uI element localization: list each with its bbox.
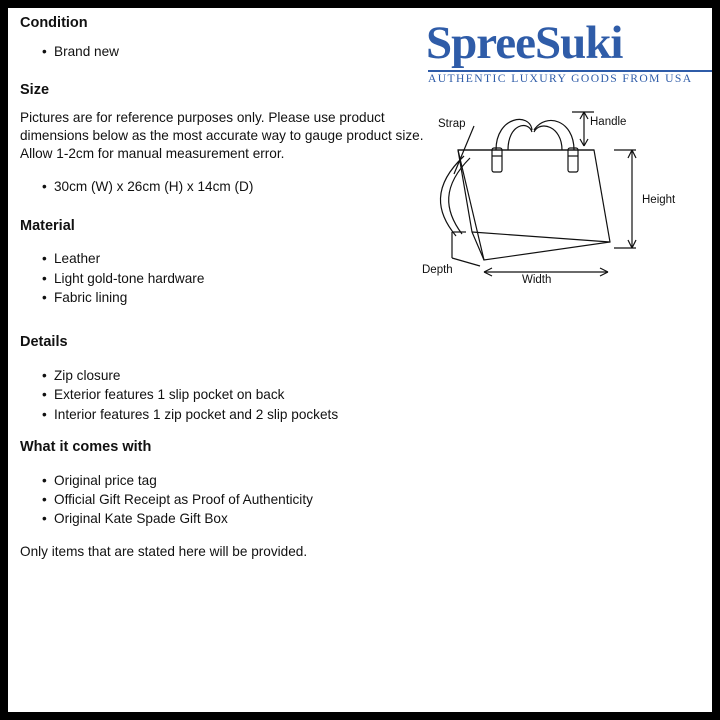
list-item: • Original Kate Spade Gift Box — [20, 509, 432, 528]
list-comes-with — [20, 471, 432, 529]
list-condition — [20, 42, 432, 61]
footer-note: Only items that are stated here will be provided. — [20, 543, 308, 559]
list-item: • Light gold-tone hardware — [20, 269, 432, 288]
diagram-label-height: Height — [642, 194, 676, 206]
size-note: Pictures are for reference purposes only. Please use product dimensions below as the most accurate way to gauge product size. Allow 1-2cm for manual measurement error. — [20, 109, 424, 162]
list-item: • Original price tag — [20, 471, 432, 490]
list-item: • Official Gift Receipt as Proof of Authenticity — [20, 490, 432, 509]
list-item: • 30cm (W) x 26cm (H) x 14cm (D) — [20, 177, 432, 196]
bag-dimension-diagram — [422, 90, 712, 298]
heading-condition: Condition — [20, 15, 88, 31]
list-item: • Interior features 1 zip pocket and 2 slip pockets — [20, 405, 432, 424]
description-text-column — [20, 14, 432, 561]
logo-wordmark: SpreeSuki — [426, 17, 623, 69]
logo-tagline: AUTHENTIC LUXURY GOODS FROM USA — [428, 72, 693, 85]
list-size — [20, 177, 432, 196]
heading-comes-with: What it comes with — [20, 438, 152, 455]
spreesuki-logo — [426, 12, 712, 90]
diagram-label-depth: Depth — [422, 264, 453, 276]
description-sheet — [8, 8, 712, 712]
list-item: • Zip closure — [20, 366, 432, 385]
list-item: • Leather — [20, 249, 432, 268]
list-item: • Fabric lining — [20, 288, 432, 307]
list-details — [20, 366, 432, 424]
heading-details: Details — [20, 334, 68, 351]
diagram-label-strap: Strap — [438, 118, 466, 130]
list-item: • Exterior features 1 slip pocket on back — [20, 385, 432, 404]
diagram-label-width: Width — [522, 274, 552, 286]
heading-material: Material — [20, 217, 75, 234]
heading-size: Size — [20, 82, 50, 99]
list-item: • Brand new — [20, 42, 432, 61]
diagram-label-handle: Handle — [590, 116, 627, 128]
list-material — [20, 249, 432, 307]
